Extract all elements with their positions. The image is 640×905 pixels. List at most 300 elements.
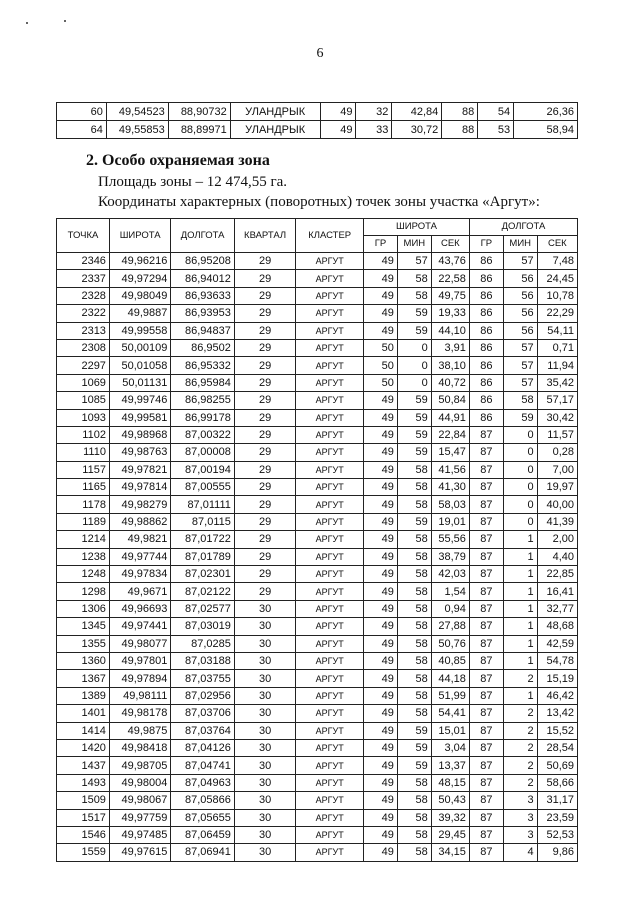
table-cell: 1345	[57, 618, 110, 635]
table-cell: 49	[364, 513, 398, 530]
table-cell: 1389	[57, 687, 110, 704]
table-cell: 49,9887	[109, 305, 170, 322]
table-cell: 59	[397, 305, 431, 322]
table-cell: 87	[469, 548, 503, 565]
table-cell: 29	[234, 583, 295, 600]
scan-dot	[26, 22, 28, 24]
table-cell: 87	[469, 566, 503, 583]
table-cell: 49,97485	[109, 826, 170, 843]
table-cell: 86,95208	[171, 253, 235, 270]
table-cell: АРГУТ	[296, 774, 364, 791]
table-cell: 87,05655	[171, 809, 235, 826]
table-cell: 49	[364, 583, 398, 600]
table-cell: 87,05866	[171, 792, 235, 809]
table-row	[57, 826, 578, 843]
table-cell: 30	[234, 670, 295, 687]
table-cell: 30	[234, 809, 295, 826]
header-latitude: ШИРОТА	[109, 219, 170, 253]
table-row	[57, 392, 578, 409]
table-cell: 30	[234, 652, 295, 669]
table-cell: 49,98968	[109, 426, 170, 443]
table-cell: 50,84	[431, 392, 469, 409]
table-row	[57, 670, 578, 687]
table-cell: 3,91	[431, 339, 469, 356]
table-cell: 2	[503, 757, 537, 774]
table-row	[57, 531, 578, 548]
table-cell: 86	[469, 339, 503, 356]
page-number: 6	[316, 46, 324, 61]
table-cell: 11,94	[537, 357, 577, 374]
table-cell: АРГУТ	[296, 687, 364, 704]
table-cell: 87,04741	[171, 757, 235, 774]
table-cell: АРГУТ	[296, 722, 364, 739]
table-cell: 58	[397, 566, 431, 583]
table-cell: 58	[397, 531, 431, 548]
table-cell: 87	[469, 479, 503, 496]
table-cell: 59	[397, 722, 431, 739]
table-cell: 87	[469, 426, 503, 443]
table-cell: 58,94	[514, 121, 578, 139]
table-cell: 1437	[57, 757, 110, 774]
coordinates-table	[56, 218, 578, 862]
table-cell: 60	[57, 103, 107, 121]
table-cell: 29	[234, 461, 295, 478]
table-cell: 87	[469, 757, 503, 774]
table-cell: АРГУТ	[296, 600, 364, 617]
table-cell: 29	[234, 548, 295, 565]
table-cell: 49	[364, 844, 398, 861]
table-cell: 41,30	[431, 479, 469, 496]
table-cell: АРГУТ	[296, 374, 364, 391]
table-cell: 58	[397, 687, 431, 704]
table-cell: 49,55853	[106, 121, 168, 139]
table-cell: 1	[503, 687, 537, 704]
table-cell: 44,91	[431, 409, 469, 426]
table-cell: 58	[503, 392, 537, 409]
table-cell: 19,33	[431, 305, 469, 322]
table-cell: 1	[503, 531, 537, 548]
table-cell: 87	[469, 722, 503, 739]
table-cell: 38,79	[431, 548, 469, 565]
table-cell: 29	[234, 409, 295, 426]
table-cell: 49	[364, 426, 398, 443]
table-cell: 87	[469, 513, 503, 530]
table-cell: 88,90732	[168, 103, 230, 121]
table-cell: 1110	[57, 444, 110, 461]
table-row	[57, 844, 578, 861]
table-cell: 24,45	[537, 270, 577, 287]
table-cell: 30,72	[392, 121, 442, 139]
table-cell: 87,03188	[171, 652, 235, 669]
table-cell: 1493	[57, 774, 110, 791]
table-cell: 42,59	[537, 635, 577, 652]
header-quarter: КВАРТАЛ	[234, 219, 295, 253]
table-cell: 50,00109	[109, 339, 170, 356]
table-cell: 49	[364, 618, 398, 635]
table-cell: 29	[234, 513, 295, 530]
scan-dot	[64, 20, 66, 22]
table-cell: 49,9671	[109, 583, 170, 600]
table-cell: АРГУТ	[296, 339, 364, 356]
table-cell: 7,48	[537, 253, 577, 270]
table-cell: 2	[503, 705, 537, 722]
table-cell: АРГУТ	[296, 531, 364, 548]
table-cell: 44,10	[431, 322, 469, 339]
table-cell: 87,02122	[171, 583, 235, 600]
table-cell: 40,72	[431, 374, 469, 391]
table-cell: 49	[364, 757, 398, 774]
table-cell: 15,52	[537, 722, 577, 739]
table-row	[57, 287, 578, 304]
table-cell: 49	[364, 253, 398, 270]
table-cell: 29	[234, 287, 295, 304]
table-cell: 56	[503, 287, 537, 304]
table-cell: 29	[234, 479, 295, 496]
table-cell: 49	[320, 103, 356, 121]
table-cell: 49	[364, 566, 398, 583]
table-cell: 49,98862	[109, 513, 170, 530]
table-cell: 58	[397, 774, 431, 791]
table-cell: 57	[397, 253, 431, 270]
table-cell: 59	[397, 739, 431, 756]
table-cell: 54	[478, 103, 514, 121]
table-cell: 0	[503, 444, 537, 461]
table-cell: 87	[469, 774, 503, 791]
table-cell: 1	[503, 548, 537, 565]
table-cell: 1	[503, 618, 537, 635]
table-cell: 15,19	[537, 670, 577, 687]
table-cell: АРГУТ	[296, 496, 364, 513]
table-cell: 2322	[57, 305, 110, 322]
table-cell: 56	[503, 322, 537, 339]
table-cell: 49	[364, 461, 398, 478]
table-cell: 49	[364, 774, 398, 791]
table-cell: 86	[469, 322, 503, 339]
table-cell: 86	[469, 305, 503, 322]
table-cell: 30	[234, 635, 295, 652]
table-cell: 1	[503, 652, 537, 669]
table-cell: 7,00	[537, 461, 577, 478]
table-cell: 29	[234, 339, 295, 356]
table-cell: 2308	[57, 339, 110, 356]
table-cell: 49	[364, 652, 398, 669]
table-cell: 87,02301	[171, 566, 235, 583]
header-lat-sec: СЕК	[431, 236, 469, 253]
table-cell: 22,58	[431, 270, 469, 287]
table-cell: 49,54523	[106, 103, 168, 121]
table-cell: 57	[503, 374, 537, 391]
table-cell: АРГУТ	[296, 322, 364, 339]
table-cell: 87,01789	[171, 548, 235, 565]
table-cell: 0	[397, 374, 431, 391]
table-cell: 1420	[57, 739, 110, 756]
table-cell: 49	[364, 444, 398, 461]
table-cell: 32,77	[537, 600, 577, 617]
table-cell: 49,97894	[109, 670, 170, 687]
table-cell: 49,97744	[109, 548, 170, 565]
table-cell: 1069	[57, 374, 110, 391]
table-cell: 2,00	[537, 531, 577, 548]
table-row	[57, 513, 578, 530]
table-cell: 87	[469, 826, 503, 843]
table-cell: 49,98111	[109, 687, 170, 704]
table-cell: 86	[469, 409, 503, 426]
table-cell: 2346	[57, 253, 110, 270]
table-cell: 30	[234, 722, 295, 739]
table-cell: 49,98004	[109, 774, 170, 791]
table-cell: 1367	[57, 670, 110, 687]
table-cell: 49	[320, 121, 356, 139]
table-cell: 87	[469, 792, 503, 809]
table-cell: 49,98279	[109, 496, 170, 513]
table-cell: 1189	[57, 513, 110, 530]
table-row	[57, 305, 578, 322]
table-cell: 59	[397, 392, 431, 409]
table-cell: 57	[503, 357, 537, 374]
table-cell: 58	[397, 618, 431, 635]
table-cell: 41,56	[431, 461, 469, 478]
table-cell: 31,17	[537, 792, 577, 809]
table-cell: 87	[469, 444, 503, 461]
table-cell: 50,76	[431, 635, 469, 652]
table-cell: 49,97294	[109, 270, 170, 287]
table-cell: 29	[234, 322, 295, 339]
table-cell: 30	[234, 687, 295, 704]
table-cell: АРГУТ	[296, 270, 364, 287]
table-cell: 29	[234, 305, 295, 322]
table-cell: 87	[469, 739, 503, 756]
table-cell: 2328	[57, 287, 110, 304]
table-cell: 49	[364, 409, 398, 426]
table-cell: 34,15	[431, 844, 469, 861]
table-cell: 54,11	[537, 322, 577, 339]
table-cell: 49	[364, 687, 398, 704]
table-cell: 0	[397, 339, 431, 356]
table-row	[57, 774, 578, 791]
table-cell: 87,03706	[171, 705, 235, 722]
table-cell: 1546	[57, 826, 110, 843]
table-cell: 49	[364, 739, 398, 756]
table-cell: 58	[397, 844, 431, 861]
table-cell: 19,01	[431, 513, 469, 530]
table-cell: 87,04126	[171, 739, 235, 756]
table-cell: 1509	[57, 792, 110, 809]
table-cell: 59	[397, 426, 431, 443]
table-row	[57, 426, 578, 443]
table-cell: 57,17	[537, 392, 577, 409]
table-row	[57, 722, 578, 739]
table-cell: 49	[364, 705, 398, 722]
table-cell: 49,9821	[109, 531, 170, 548]
table-cell: 58,66	[537, 774, 577, 791]
table-cell: 87	[469, 670, 503, 687]
table-cell: 86	[469, 253, 503, 270]
table-row	[57, 548, 578, 565]
table-cell: 30	[234, 739, 295, 756]
table-cell: 86,98255	[171, 392, 235, 409]
table-cell: 35,42	[537, 374, 577, 391]
table-cell: 49	[364, 600, 398, 617]
table-cell: 87	[469, 809, 503, 826]
table-cell: АРГУТ	[296, 705, 364, 722]
table-cell: 1355	[57, 635, 110, 652]
table-cell: 49,97834	[109, 566, 170, 583]
table-row	[57, 809, 578, 826]
table-cell: АРГУТ	[296, 409, 364, 426]
table-cell: 38,10	[431, 357, 469, 374]
table-row	[57, 357, 578, 374]
table-row	[57, 496, 578, 513]
table-cell: 88	[442, 103, 478, 121]
table-cell: 1	[503, 566, 537, 583]
table-cell: 49	[364, 826, 398, 843]
table-cell: 1517	[57, 809, 110, 826]
table-cell: 49,98418	[109, 739, 170, 756]
table-cell: 15,01	[431, 722, 469, 739]
table-cell: АРГУТ	[296, 357, 364, 374]
table-cell: 29	[234, 531, 295, 548]
header-point: ТОЧКА	[57, 219, 110, 253]
table-cell: 16,41	[537, 583, 577, 600]
table-cell: 30	[234, 792, 295, 809]
table-cell: 1414	[57, 722, 110, 739]
table-cell: 1401	[57, 705, 110, 722]
table-cell: 87,00555	[171, 479, 235, 496]
table-cell: 87	[469, 652, 503, 669]
table-cell: 49,96693	[109, 600, 170, 617]
table-row	[57, 687, 578, 704]
table-cell: 58	[397, 670, 431, 687]
table-row	[57, 583, 578, 600]
table-cell: 86,93953	[171, 305, 235, 322]
table-cell: 13,42	[537, 705, 577, 722]
table-cell: 49	[364, 496, 398, 513]
table-cell: УЛАНДРЫК	[230, 103, 320, 121]
table-cell: 58	[397, 479, 431, 496]
table-row	[57, 121, 578, 139]
table-cell: 49	[364, 635, 398, 652]
table-cell: 49,99581	[109, 409, 170, 426]
table-row	[57, 444, 578, 461]
table-cell: 86	[469, 287, 503, 304]
table-cell: 29	[234, 392, 295, 409]
table-cell: 87	[469, 496, 503, 513]
table-cell: 59	[397, 409, 431, 426]
table-cell: 2	[503, 774, 537, 791]
table-cell: 2	[503, 670, 537, 687]
table-cell: 29	[234, 496, 295, 513]
table-cell: 49,98077	[109, 635, 170, 652]
table-cell: 49,9875	[109, 722, 170, 739]
table-cell: 86,94837	[171, 322, 235, 339]
table-cell: 58	[397, 705, 431, 722]
table-cell: 59	[503, 409, 537, 426]
header-lon-min: МИН	[503, 236, 537, 253]
table-cell: 2337	[57, 270, 110, 287]
table-cell: 49,96216	[109, 253, 170, 270]
table-cell: 49	[364, 548, 398, 565]
table-cell: АРГУТ	[296, 513, 364, 530]
continued-table	[56, 102, 578, 139]
table-cell: 58	[397, 583, 431, 600]
table-cell: 0	[503, 496, 537, 513]
table-cell: АРГУТ	[296, 548, 364, 565]
table-cell: 49	[364, 322, 398, 339]
table-cell: 50,01058	[109, 357, 170, 374]
table-cell: АРГУТ	[296, 826, 364, 843]
table-cell: 87,03019	[171, 618, 235, 635]
table-cell: 87	[469, 600, 503, 617]
continued-table-body	[57, 103, 578, 139]
table-cell: 87,02956	[171, 687, 235, 704]
table-cell: 1178	[57, 496, 110, 513]
header-longitude-group: ДОЛГОТА	[469, 219, 577, 236]
coords-caption: Координаты характерных (поворотных) точек зоны участка «Аргут»:	[98, 194, 540, 210]
header-lon-sec: СЕК	[537, 236, 577, 253]
table-cell: 86	[469, 392, 503, 409]
table-cell: 50	[364, 357, 398, 374]
table-cell: 54,78	[537, 652, 577, 669]
table-cell: 50	[364, 374, 398, 391]
table-cell: 30	[234, 618, 295, 635]
table-cell: 87,03764	[171, 722, 235, 739]
table-cell: 87,01722	[171, 531, 235, 548]
table-cell: 58	[397, 635, 431, 652]
table-cell: 22,29	[537, 305, 577, 322]
table-cell: 87	[469, 531, 503, 548]
table-cell: АРГУТ	[296, 305, 364, 322]
table-cell: 87	[469, 461, 503, 478]
table-cell: 39,32	[431, 809, 469, 826]
table-cell: 23,59	[537, 809, 577, 826]
table-cell: 1298	[57, 583, 110, 600]
table-cell: 19,97	[537, 479, 577, 496]
table-cell: АРГУТ	[296, 652, 364, 669]
table-cell: АРГУТ	[296, 444, 364, 461]
table-cell: 86,93633	[171, 287, 235, 304]
table-cell: 0,94	[431, 600, 469, 617]
table-cell: 87,01111	[171, 496, 235, 513]
table-cell: 22,85	[537, 566, 577, 583]
table-cell: 1214	[57, 531, 110, 548]
table-cell: 49,97441	[109, 618, 170, 635]
table-cell: 49	[364, 531, 398, 548]
table-cell: 58	[397, 548, 431, 565]
table-cell: 52,53	[537, 826, 577, 843]
table-cell: 86,9502	[171, 339, 235, 356]
table-cell: 1306	[57, 600, 110, 617]
table-cell: 2313	[57, 322, 110, 339]
table-cell: 56	[503, 270, 537, 287]
table-cell: АРГУТ	[296, 635, 364, 652]
table-cell: 87	[469, 635, 503, 652]
table-cell: 86,99178	[171, 409, 235, 426]
table-cell: 1085	[57, 392, 110, 409]
table-cell: 57	[503, 253, 537, 270]
table-cell: 0,71	[537, 339, 577, 356]
table-cell: 49,97821	[109, 461, 170, 478]
table-cell: 30	[234, 844, 295, 861]
table-cell: 87	[469, 583, 503, 600]
table-cell: 49,99746	[109, 392, 170, 409]
table-cell: 0	[397, 357, 431, 374]
table-cell: 29	[234, 566, 295, 583]
table-cell: 59	[397, 322, 431, 339]
table-cell: 88,89971	[168, 121, 230, 139]
table-row	[57, 374, 578, 391]
table-cell: АРГУТ	[296, 253, 364, 270]
table-cell: 59	[397, 513, 431, 530]
